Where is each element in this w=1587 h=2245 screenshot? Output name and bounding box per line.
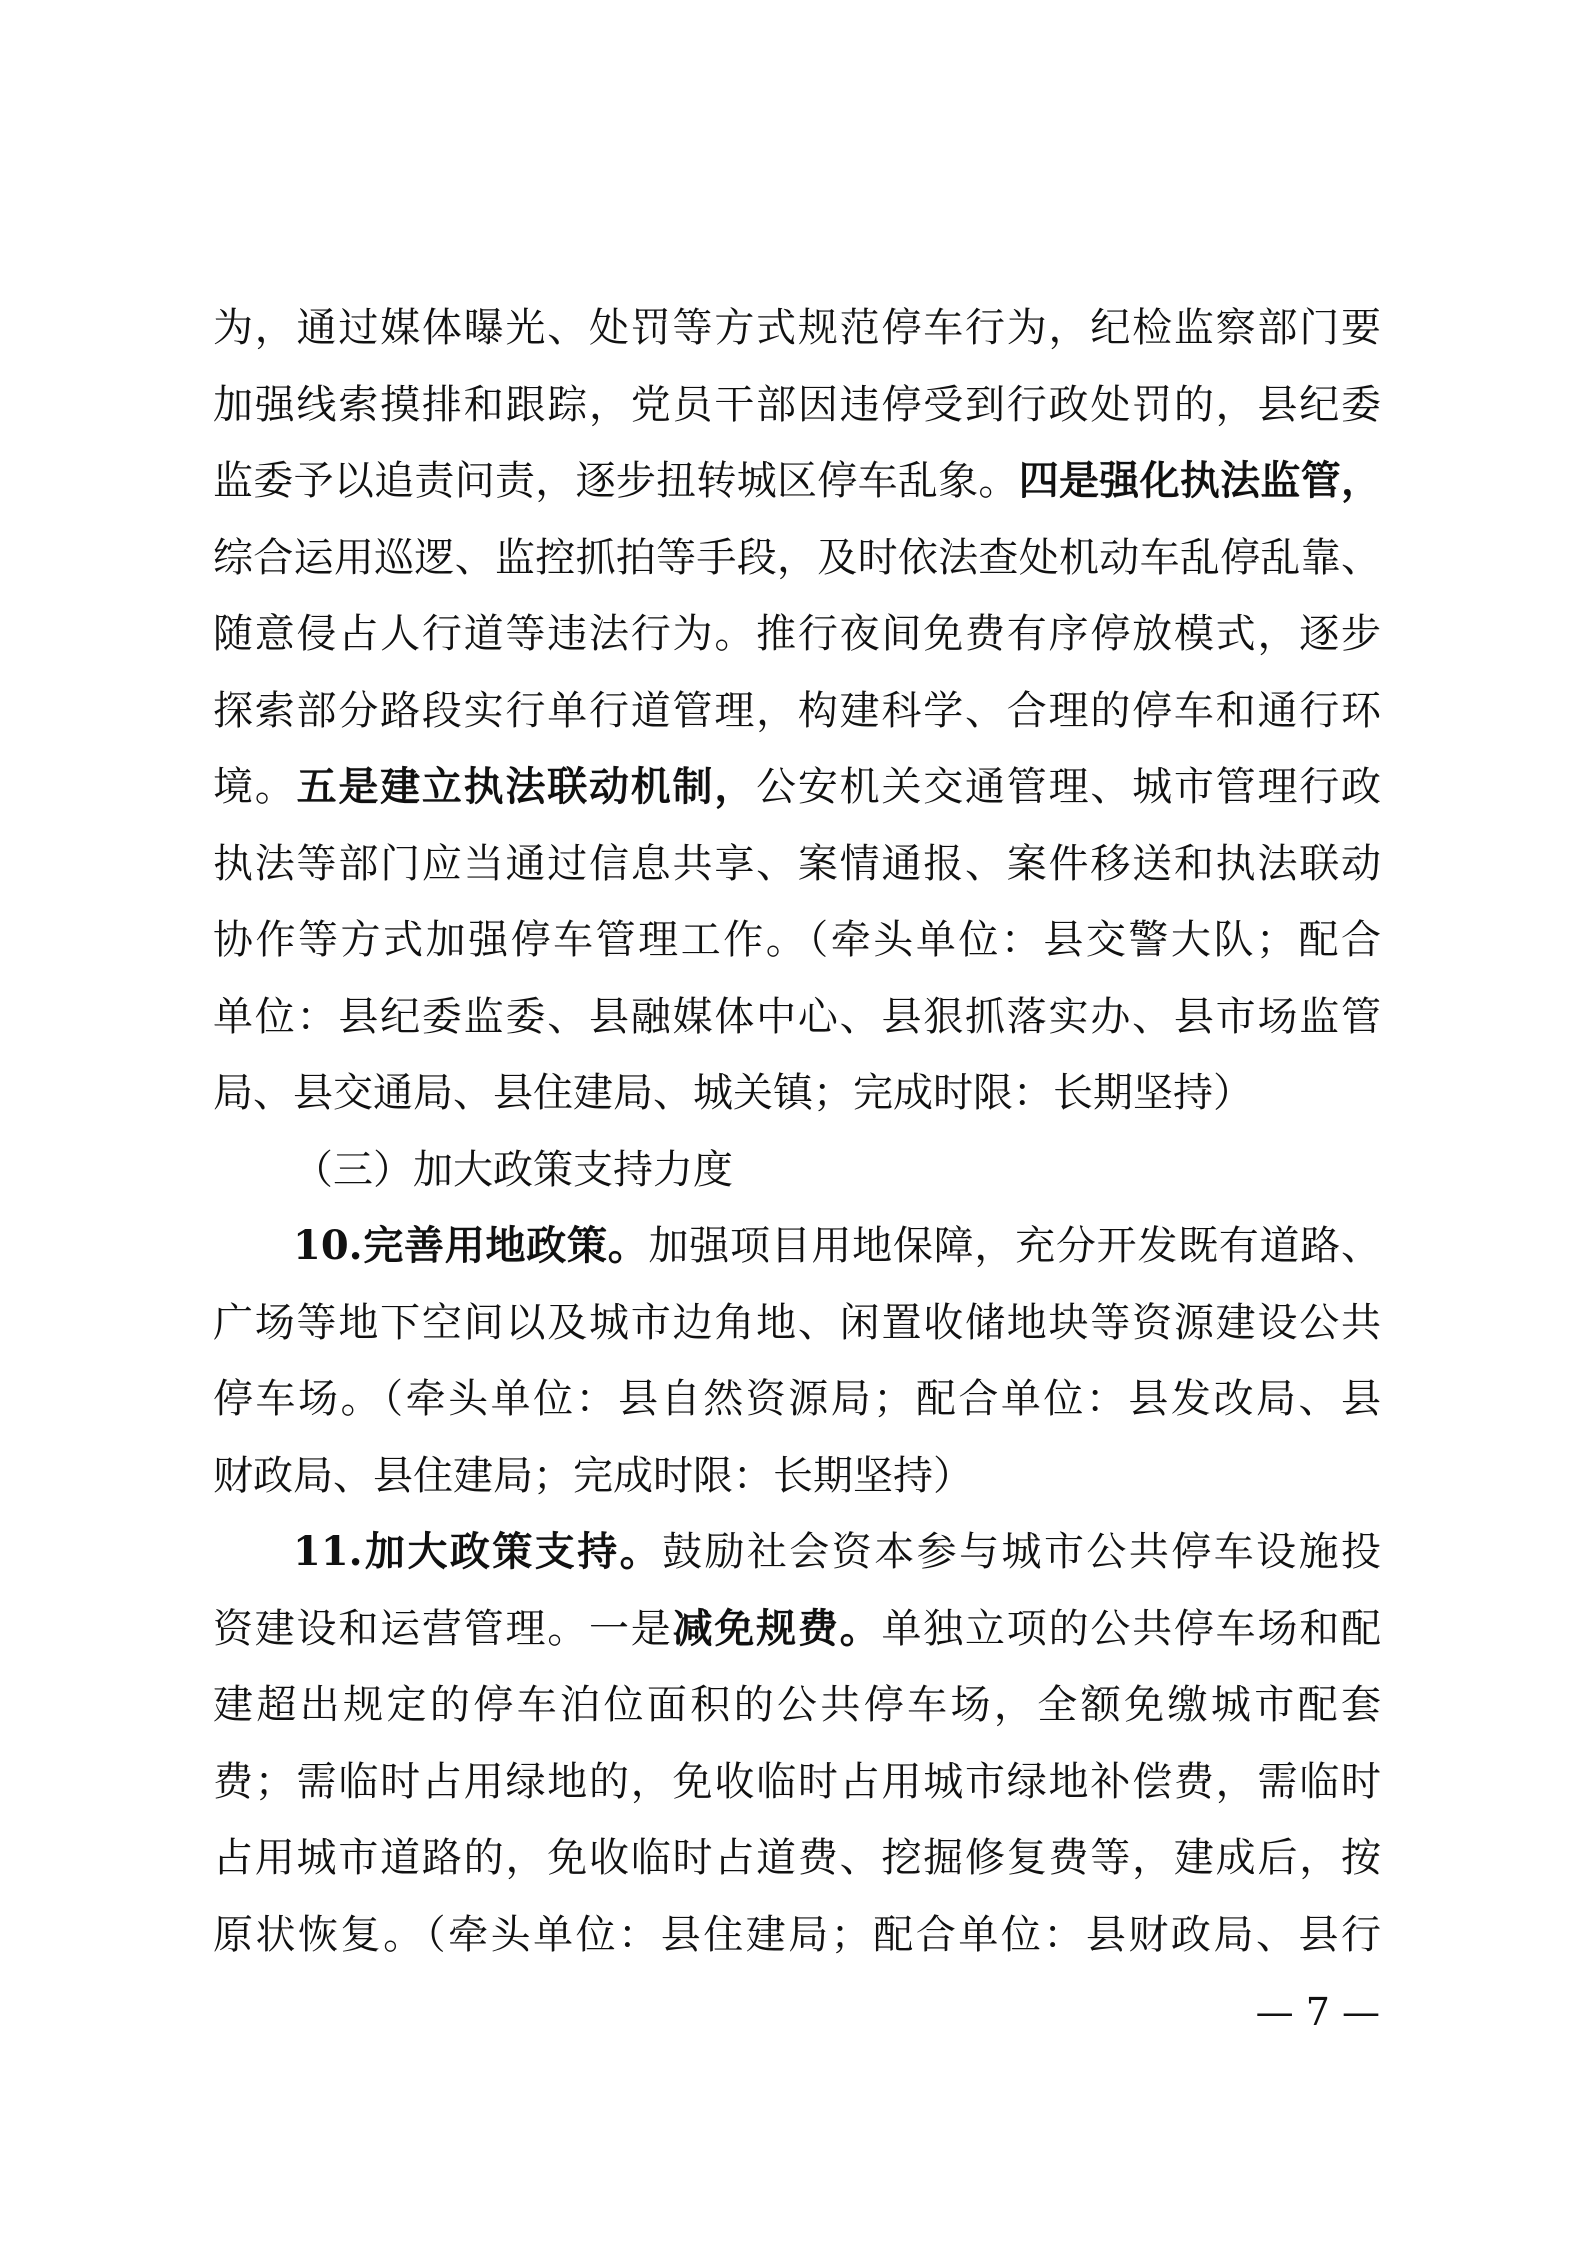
text-line: 停车场。（牵头单位：县自然资源局；配合单位：县发改局、县 [213,1376,1381,1422]
text-line: 境。五是建立执法联动机制，公安机关交通管理、城市管理行政 [213,763,1381,810]
page-number: — 7 — [1255,1990,1380,2034]
text-line: 资建设和运营管理。一是减免规费。单独立项的公共停车场和配 [213,1604,1381,1652]
item-title: 11.加大政策支持。 [293,1528,663,1575]
text-line: 费；需临时占用绿地的，免收临时占用城市绿地补偿费，需临时 [213,1758,1381,1805]
text-line: 执法等部门应当通过信息共享、案情通报、案件移送和执法联动 [213,840,1381,887]
text-line: 10.完善用地政策。加强项目用地保障，充分开发既有道路、 [293,1222,1381,1269]
section-heading: （三）加大政策支持力度 [293,1146,733,1193]
text-line: 占用城市道路的，免收临时占道费、挖掘修复费等，建成后，按 [213,1835,1381,1881]
bold-phrase: 四是强化执法监管， [1018,457,1381,504]
text-line: 综合运用巡逻、监控抓拍等手段，及时依法查处机动车乱停乱靠、 [213,534,1381,581]
item-title: 10.完善用地政策。 [293,1222,649,1269]
text-line: 11.加大政策支持。鼓励社会资本参与城市公共停车设施投 [293,1528,1381,1575]
text-line: 广场等地下空间以及城市边角地、闲置收储地块等资源建设公共 [213,1299,1381,1346]
text-line: 为，通过媒体曝光、处罚等方式规范停车行为，纪检监察部门要 [213,305,1381,351]
bold-phrase: 减免规费。 [672,1604,882,1652]
text-line: 协作等方式加强停车管理工作。（牵头单位：县交警大队；配合 [213,917,1381,963]
bold-phrase: 五是建立执法联动机制， [296,763,757,810]
text-line: 原状恢复。（牵头单位：县住建局；配合单位：县财政局、县行 [213,1911,1381,1958]
text-line: 监委予以追责问责，逐步扭转城区停车乱象。四是强化执法监管， [213,457,1381,504]
body-text [213,290,1381,1973]
text-line: 局、县交通局、县住建局、城关镇；完成时限：长期坚持） [213,1070,1253,1116]
text-line: 加强线索摸排和跟踪，党员干部因违停受到行政处罚的，县纪委 [213,381,1381,428]
text-line: 财政局、县住建局；完成时限：长期坚持） [213,1452,973,1499]
text-line: 建超出规定的停车泊位面积的公共停车场，全额免缴城市配套 [213,1682,1381,1728]
text-line: 随意侵占人行道等违法行为。推行夜间免费有序停放模式，逐步 [213,611,1381,657]
text-line: 探索部分路段实行单行道管理，构建科学、合理的停车和通行环 [213,687,1381,734]
text-line: 单位：县纪委监委、县融媒体中心、县狠抓落实办、县市场监管 [213,993,1381,1040]
